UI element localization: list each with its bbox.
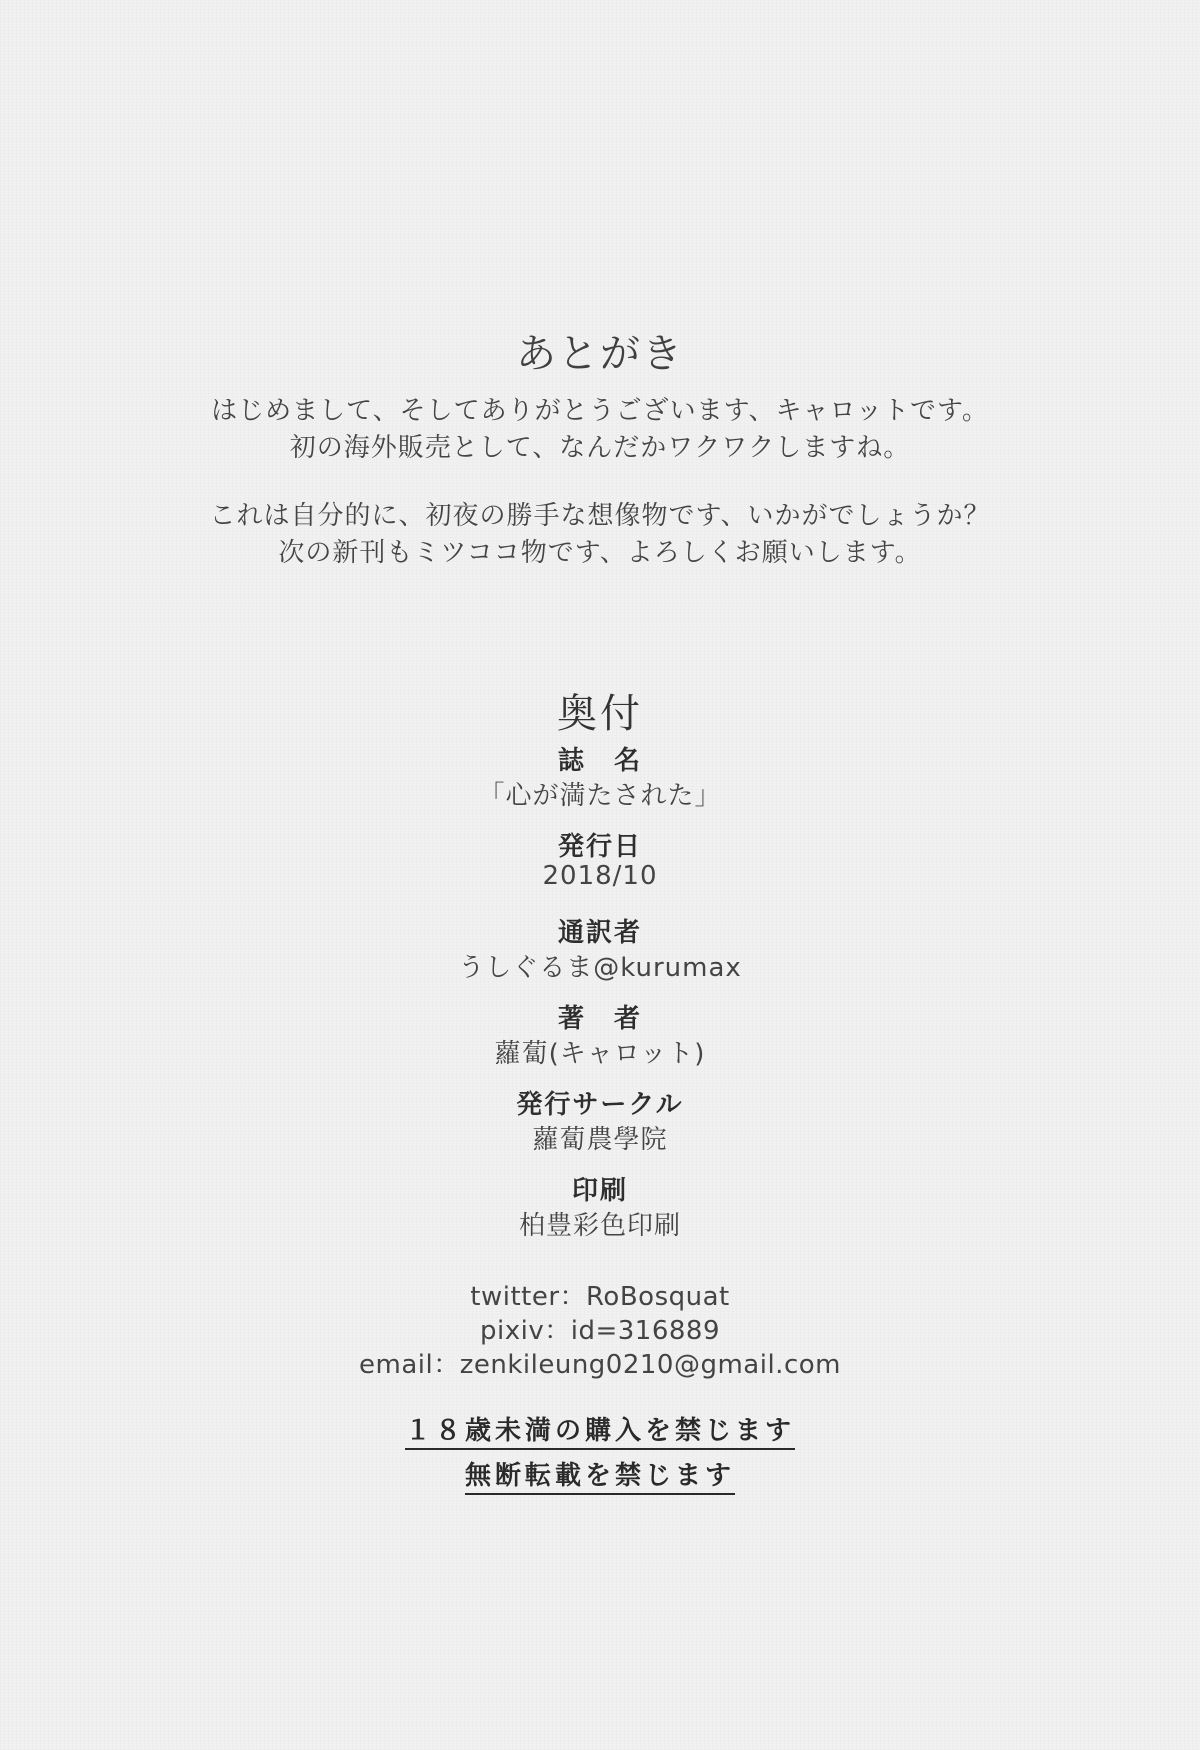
pixiv-contact: pixiv：id=316889 <box>480 1316 720 1346</box>
afterword-title: あとがき <box>516 331 684 377</box>
twitter-contact: twitter：RoBosquat <box>470 1282 730 1312</box>
printing-label: 印刷 <box>571 1176 628 1206</box>
translator-value: うしぐるま@kurumax <box>458 953 742 983</box>
publish-date-label: 発行日 <box>557 832 642 862</box>
author-label: 著 者 <box>557 1004 642 1034</box>
colophon-title: 奥付 <box>557 691 643 737</box>
afterword-line: 初の海外販売として、なんだかワクワクしますね。 <box>289 433 911 463</box>
printing-value: 柏豊彩色印刷 <box>518 1211 681 1241</box>
publishing-circle-label: 発行サークル <box>516 1090 684 1120</box>
age-restriction-text: １８歳未満の購入を禁じます <box>405 1416 795 1450</box>
age-restriction-notice <box>0 1410 1200 1447</box>
publishing-circle-value: 蘿蔔農學院 <box>532 1125 668 1155</box>
reprint-prohibition-notice <box>0 1455 1200 1492</box>
email-contact: email：zenkileung0210@gmail.com <box>359 1350 841 1380</box>
afterword-line: 次の新刊もミツココ物です、よろしくお願いします。 <box>278 538 922 568</box>
publish-date-value: 2018/10 <box>542 861 658 891</box>
afterword-paragraph-1 <box>0 393 1200 467</box>
reprint-prohibition-text: 無断転載を禁じます <box>465 1461 735 1495</box>
afterword-line: これは自分的に、初夜の勝手な想像物です、いかがでしょうか？ <box>209 501 991 531</box>
author-value: 蘿蔔(キャロット) <box>494 1039 706 1069</box>
magazine-name-value: 「心が満たされた」 <box>478 781 722 811</box>
afterword-line: はじめまして、そしてありがとうございます、キャロットです。 <box>211 396 989 426</box>
translator-label: 通訳者 <box>557 918 642 948</box>
magazine-name-label: 誌 名 <box>557 746 642 776</box>
afterword-paragraph-2 <box>0 498 1200 572</box>
